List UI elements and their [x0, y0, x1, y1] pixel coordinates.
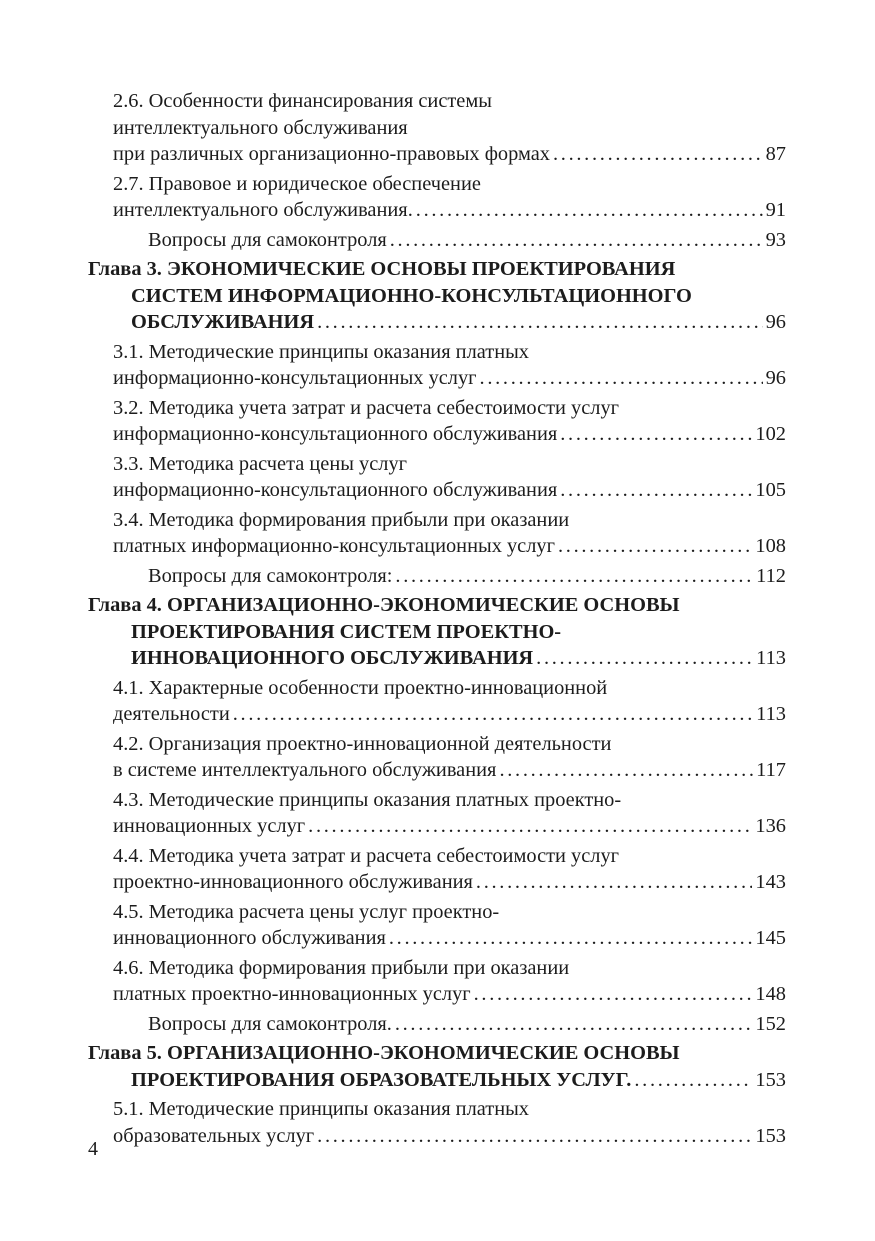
toc-line	[88, 731, 786, 758]
toc-entry-text: информационно-консультационного обслуживания	[113, 423, 558, 445]
toc-entry-text: ИННОВАЦИОННОГО ОБСЛУЖИВАНИЯ	[131, 647, 534, 669]
toc-entry	[88, 171, 786, 224]
toc-entry-text: 3.3. Методика расчета цены услуг	[113, 452, 408, 475]
toc-entry-text: платных проектно-инновационных услуг	[113, 983, 471, 1005]
toc-entry-text: образовательных услуг	[113, 1124, 315, 1147]
toc-line	[88, 1096, 786, 1123]
toc-line	[88, 421, 786, 448]
toc-page-number: 152	[755, 1012, 786, 1035]
toc-line	[88, 451, 786, 478]
toc-entry-text: 4.3. Методические принципы оказания платных проектно-	[113, 788, 622, 811]
toc-line	[88, 115, 786, 142]
toc-line	[88, 1011, 786, 1038]
dot-leader	[308, 813, 752, 840]
toc-entry-text: 3.2. Методика учета затрат и расчета себестоимости услуг	[113, 396, 620, 419]
toc-entry-text: в системе интеллектуального обслуживания	[113, 759, 497, 781]
dot-leader	[634, 1067, 752, 1094]
toc-entry-text: 2.7. Правовое и юридическое обеспечение	[113, 172, 481, 195]
toc-entry-text: платных информационно-консультационных услуг	[113, 535, 555, 557]
toc-entry-text: Глава 5. ОРГАНИЗАЦИОННО-ЭКОНОМИЧЕСКИЕ ОСНОВЫ	[88, 1042, 680, 1064]
toc-entry	[88, 675, 786, 728]
toc-entry-text: 3.1. Методические принципы оказания платных	[113, 340, 530, 363]
toc-page-number: 87	[765, 143, 786, 165]
toc-page-number: 153	[755, 1068, 786, 1091]
dot-leader	[474, 981, 753, 1008]
toc-line	[88, 227, 786, 254]
toc-chapter	[88, 592, 786, 672]
toc-page-number: 153	[755, 1124, 786, 1147]
toc-entry	[88, 395, 786, 448]
dot-leader	[558, 533, 752, 560]
toc-line	[88, 88, 786, 115]
toc-line	[88, 477, 786, 504]
toc-line	[88, 869, 786, 896]
toc-entry-text: Вопросы для самоконтроля	[148, 228, 387, 251]
toc-entry	[88, 955, 786, 1008]
dot-leader	[317, 1123, 752, 1150]
toc-page-number: 113	[756, 647, 786, 669]
dot-leader	[233, 701, 753, 728]
toc-entry-text: интеллектуального обслуживания.	[113, 199, 413, 221]
toc-line	[88, 256, 786, 283]
page-number: 4	[88, 1138, 98, 1160]
toc-entry-text: 4.6. Методика формирования прибыли при оказании	[113, 956, 570, 979]
toc-entry-text: информационно-консультационного обслуживания	[113, 479, 558, 501]
toc-entry-text: Глава 3. ЭКОНОМИЧЕСКИЕ ОСНОВЫ ПРОЕКТИРОВАНИЯ	[88, 258, 676, 280]
toc-chapter	[88, 256, 786, 336]
toc-page-number: 105	[755, 479, 786, 501]
dot-leader	[395, 1011, 753, 1038]
toc-entry-text: 5.1. Методические принципы оказания платных	[113, 1098, 530, 1120]
toc-entry-text: Вопросы для самоконтроля.	[148, 1012, 392, 1035]
toc-entry	[88, 731, 786, 784]
toc-line	[88, 339, 786, 366]
toc-line	[88, 899, 786, 926]
toc-line	[88, 787, 786, 814]
toc-entry	[88, 339, 786, 392]
toc-entry	[88, 1096, 786, 1149]
toc-entry	[88, 507, 786, 560]
toc-line	[88, 563, 786, 590]
toc-entry-text: проектно-инновационного обслуживания	[113, 871, 473, 893]
toc-line	[88, 507, 786, 534]
toc-line	[88, 981, 786, 1008]
toc-line	[88, 813, 786, 840]
table-of-contents	[88, 88, 786, 1152]
toc-entry	[88, 227, 786, 254]
toc-entry-text: 3.4. Методика формирования прибыли при оказании	[113, 508, 570, 531]
toc-entry-text: Глава 4. ОРГАНИЗАЦИОННО-ЭКОНОМИЧЕСКИЕ ОСНОВЫ	[88, 594, 680, 616]
toc-entry-text: интеллектуального обслуживания	[113, 116, 408, 139]
dot-leader	[395, 563, 753, 590]
toc-chapter	[88, 1040, 786, 1093]
toc-page-number: 96	[765, 311, 786, 333]
toc-line	[88, 365, 786, 392]
toc-entry-text: СИСТЕМ ИНФОРМАЦИОННО-КОНСУЛЬТАЦИОННОГО	[131, 284, 692, 307]
toc-entry-text: 4.4. Методика учета затрат и расчета себестоимости услуг	[113, 844, 620, 867]
dot-leader	[476, 869, 752, 896]
toc-line	[88, 141, 786, 168]
toc-entry-text: ОБСЛУЖИВАНИЯ	[131, 311, 315, 333]
dot-leader	[553, 141, 763, 168]
toc-line	[88, 645, 786, 672]
toc-page-number: 143	[755, 871, 786, 893]
dot-leader	[389, 925, 753, 952]
toc-page-number: 145	[755, 927, 786, 949]
toc-line	[88, 395, 786, 422]
toc-line	[88, 619, 786, 646]
toc-page-number: 91	[765, 199, 786, 221]
toc-page-number: 113	[756, 703, 786, 725]
toc-line	[88, 1123, 786, 1150]
toc-page-number: 102	[755, 423, 786, 445]
toc-entry-text: ПРОЕКТИРОВАНИЯ СИСТЕМ ПРОЕКТНО-	[131, 620, 562, 643]
toc-entry	[88, 843, 786, 896]
toc-entry-text: информационно-консультационных услуг	[113, 367, 477, 389]
toc-line	[88, 955, 786, 982]
toc-line	[88, 1067, 786, 1094]
dot-leader	[560, 477, 752, 504]
toc-line	[88, 592, 786, 619]
toc-line	[88, 171, 786, 198]
toc-line	[88, 925, 786, 952]
toc-page-number: 112	[756, 564, 786, 587]
toc-line	[88, 675, 786, 702]
toc-page-number: 93	[765, 228, 786, 251]
dot-leader	[560, 421, 752, 448]
toc-line	[88, 701, 786, 728]
toc-entry-text: ПРОЕКТИРОВАНИЯ ОБРАЗОВАТЕЛЬНЫХ УСЛУГ.	[131, 1068, 632, 1091]
toc-entry-text: Вопросы для самоконтроля:	[148, 564, 393, 587]
dot-leader	[499, 757, 753, 784]
toc-entry	[88, 451, 786, 504]
toc-line	[88, 1040, 786, 1067]
toc-entry-text: 4.1. Характерные особенности проектно-инновационной	[113, 676, 608, 699]
toc-line	[88, 843, 786, 870]
toc-line	[88, 757, 786, 784]
toc-entry	[88, 563, 786, 590]
toc-entry-text: деятельности	[113, 703, 230, 725]
dot-leader	[390, 227, 763, 254]
dot-leader	[536, 645, 753, 672]
toc-entry-text: при различных организационно-правовых формах	[113, 143, 550, 165]
toc-entry-text: инновационных услуг	[113, 815, 306, 837]
dot-leader	[480, 365, 763, 392]
toc-entry-text: 4.2. Организация проектно-инновационной деятельности	[113, 732, 612, 755]
toc-entry-text: 4.5. Методика расчета цены услуг проектно-	[113, 900, 500, 923]
toc-line	[88, 283, 786, 310]
toc-entry	[88, 1011, 786, 1038]
toc-line	[88, 309, 786, 336]
toc-page-number: 96	[765, 367, 786, 389]
toc-entry-text: инновационного обслуживания	[113, 927, 386, 949]
dot-leader	[317, 309, 763, 336]
toc-page-number: 117	[756, 759, 786, 781]
toc-entry-text: 2.6. Особенности финансирования системы	[113, 90, 492, 112]
toc-entry	[88, 787, 786, 840]
toc-entry	[88, 899, 786, 952]
toc-entry	[88, 88, 786, 168]
toc-page-number: 148	[755, 983, 786, 1005]
dot-leader	[416, 197, 763, 224]
toc-line	[88, 533, 786, 560]
toc-page-number: 108	[755, 535, 786, 557]
toc-line	[88, 197, 786, 224]
toc-page-number: 136	[755, 815, 786, 837]
